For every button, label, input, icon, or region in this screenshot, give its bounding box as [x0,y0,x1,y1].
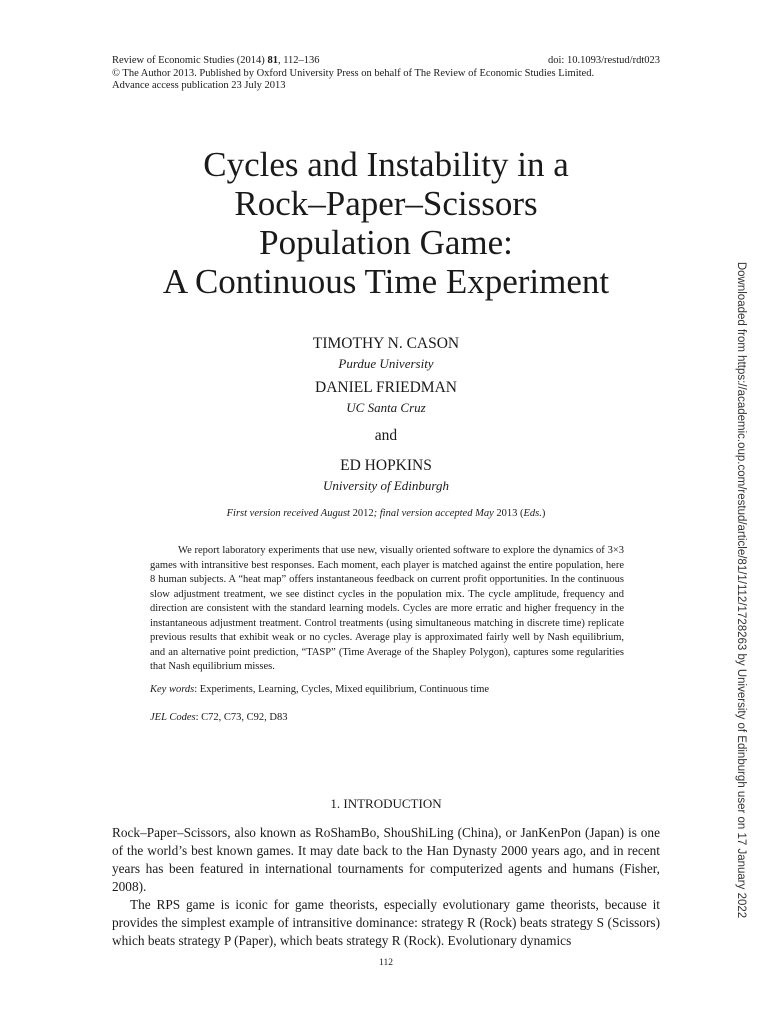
citation: Review of Economic Studies (2014) 81, 112–136 [112,55,320,66]
copyright-line: © The Author 2013. Published by Oxford University Press on behalf of The Review of Economic Studies Limited. [112,67,595,79]
body-paragraph: Rock–Paper–Scissors, also known as RoShamBo, ShouShiLing (China), or JanKenPon (Japan) is one of the world’s best known games. It may date back to the Han Dynasty 2000 years ago, and in recent years has been featured in international tournaments for computerized agents and humans (Fisher, 2008). [112,825,660,894]
author-block [112,333,660,499]
journal-header [112,55,660,93]
author-name: DANIEL FRIEDMAN [315,379,457,396]
section-heading: 1. INTRODUCTION [330,796,442,811]
citation-row [112,55,660,68]
author-conjunction: and [374,427,398,444]
title-line: Population Game: [259,223,513,262]
author-name: ED HOPKINS [340,457,432,474]
author-name: TIMOTHY N. CASON [312,335,460,352]
title-line: Rock–Paper–Scissors [234,184,538,223]
title-line: Cycles and Instability in a [203,145,569,184]
jel-label: JEL Codes [150,712,196,723]
body-paragraph: The RPS game is iconic for game theorists, especially evolutionary game theorists, because it provides the simplest example of intransitive dominance: strategy R (Rock) beats strategy S (Scissors) which beats strategy P (Paper), which beats strategy R (Rock). Evolutionary dynamics [112,897,660,948]
title-line: A Continuous Time Experiment [162,262,610,301]
keywords-value: : Experiments, Learning, Cycles, Mixed equilibrium, Continuous time [194,684,490,695]
abstract [150,544,624,675]
advance-access-line: Advance access publication 23 July 2013 [112,80,286,91]
received-dates: First version received August 2012; final version accepted May 2013 (Eds.) [226,508,546,519]
download-watermark-text: Downloaded from https://academic.oup.com/restud/article/81/1/112/1728263 by University of Edinburgh user on 17 January 2022 [735,261,747,919]
author-affiliation: University of Edinburgh [323,478,449,493]
doi[interactable]: doi: 10.1093/restud/rdt023 [548,55,660,66]
keywords [150,683,624,697]
author-affiliation: Purdue University [338,356,434,371]
keywords-label: Key words [150,684,195,695]
paper-title [112,145,660,301]
author-affiliation: UC Santa Cruz [346,400,426,415]
page-number: 112 [379,958,393,968]
abstract-text: We report laboratory experiments that use new, visually oriented software to explore the dynamics of 3×3 games with intransitive best responses. Each moment, each player is matched against the entire population, here 8 human subjects. A “heat map” offers instantaneous feedback on current profit opportunities. In the continuous slow adjustment treatment, we see distinct cycles in the population mix. The cycle amplitude, frequency and direction are consistent with the standard learning models. Cycles are more erratic and higher frequency in the instantaneous adjustment treatment. Control treatments (using simultaneous matching in discrete time) replicate previous results that exhibit weak or no cycles. Average play is approximated fairly well by Nash equilibrium, and an alternative point prediction, “TASP” (Time Average of the Shapley Polygon), captures some regularities that Nash equilibrium misses. [150,545,624,672]
body-text [112,824,660,950]
jel-value: : C72, C73, C92, D83 [195,712,288,723]
jel-codes [150,711,624,725]
